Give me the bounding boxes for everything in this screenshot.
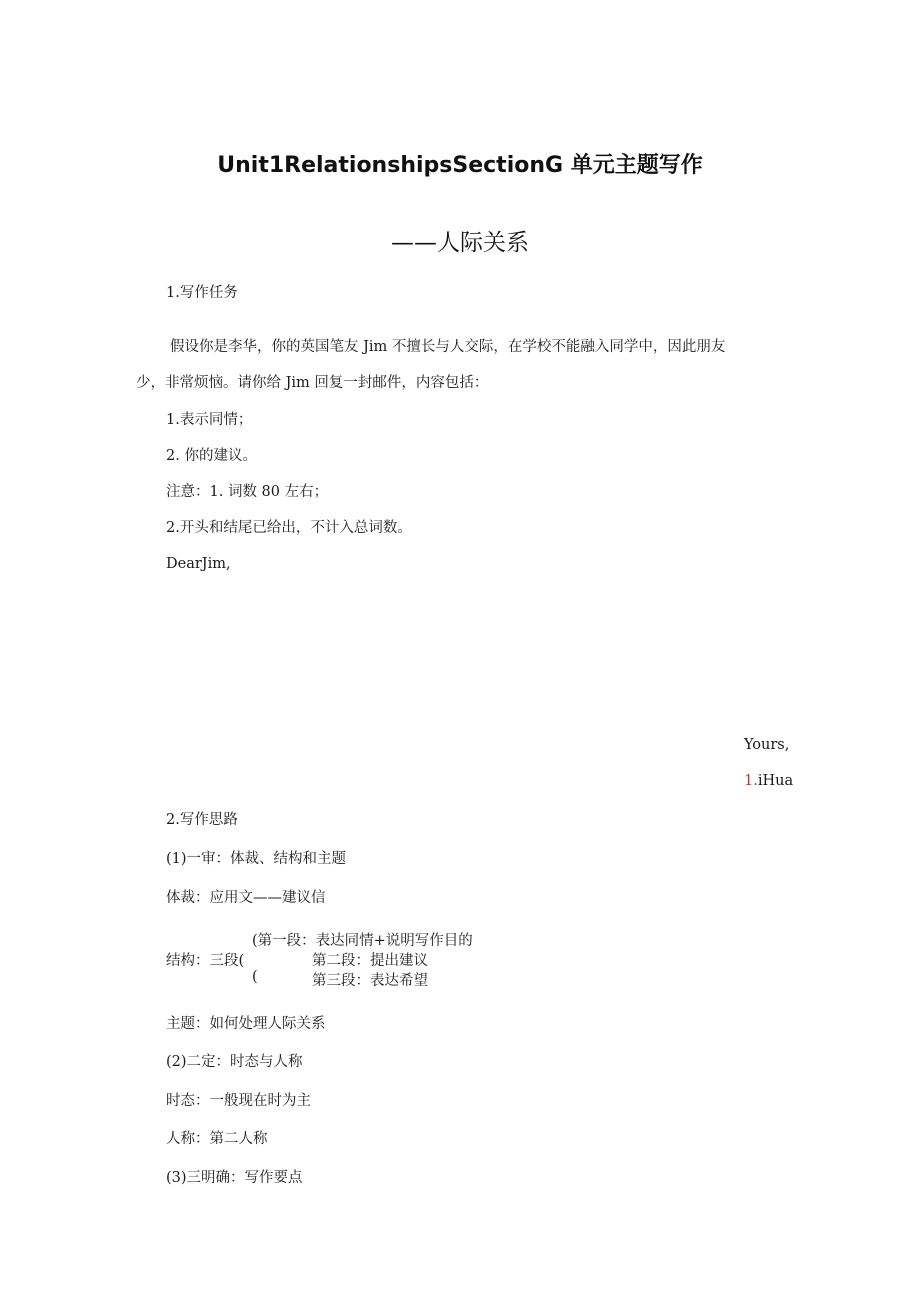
task-note-2: 2.开头和结尾已给出，不计入总词数。 xyxy=(166,520,412,536)
structure-para3: 第三段：表达希望 xyxy=(312,973,428,989)
ideas-theme: 主题：如何处理人际关系 xyxy=(166,1016,326,1032)
structure-label: 结构：三段( xyxy=(166,953,245,969)
signature-prefix: 1. xyxy=(744,773,758,789)
signature-rest: iHua xyxy=(757,773,794,789)
ideas-person: 人称：第二人称 xyxy=(166,1131,268,1147)
letter-greeting: DearJim, xyxy=(166,556,231,572)
ideas-step2: (2)二定：时态与人称 xyxy=(166,1054,303,1070)
letter-closing: Yours, xyxy=(744,737,790,753)
task-paragraph-line1: 假设你是李华，你的英国笔友 Jim 不擅长与人交际，在学校不能融入同学中，因此朋友 xyxy=(170,339,726,355)
structure-para3-paren: ( xyxy=(252,969,258,985)
task-heading: 1.写作任务 xyxy=(166,285,238,301)
task-item-2: 2. 你的建议。 xyxy=(166,448,257,464)
ideas-heading: 2.写作思路 xyxy=(166,812,238,828)
task-note-1: 注意：1. 词数 80 左右； xyxy=(166,484,329,500)
task-item-1: 1.表示同情； xyxy=(166,412,253,428)
ideas-tense: 时态：一般现在时为主 xyxy=(166,1093,311,1109)
structure-para2: 第二段：提出建议 xyxy=(312,953,428,969)
task-paragraph-line2: 少，非常烦恼。请你给 Jim 回复一封邮件，内容包括： xyxy=(136,375,489,391)
structure-para1: (第一段：表达同情+说明写作目的 xyxy=(252,933,473,949)
page-title: Unit1RelationshipsSectionG 单元主题写作 xyxy=(217,153,703,178)
page-subtitle: ——人际关系 xyxy=(391,230,529,256)
letter-signature xyxy=(744,773,793,789)
ideas-genre: 体裁：应用文——建议信 xyxy=(166,890,326,906)
ideas-step3: (3)三明确：写作要点 xyxy=(166,1170,303,1186)
ideas-step1: (1)一审：体裁、结构和主题 xyxy=(166,851,347,867)
